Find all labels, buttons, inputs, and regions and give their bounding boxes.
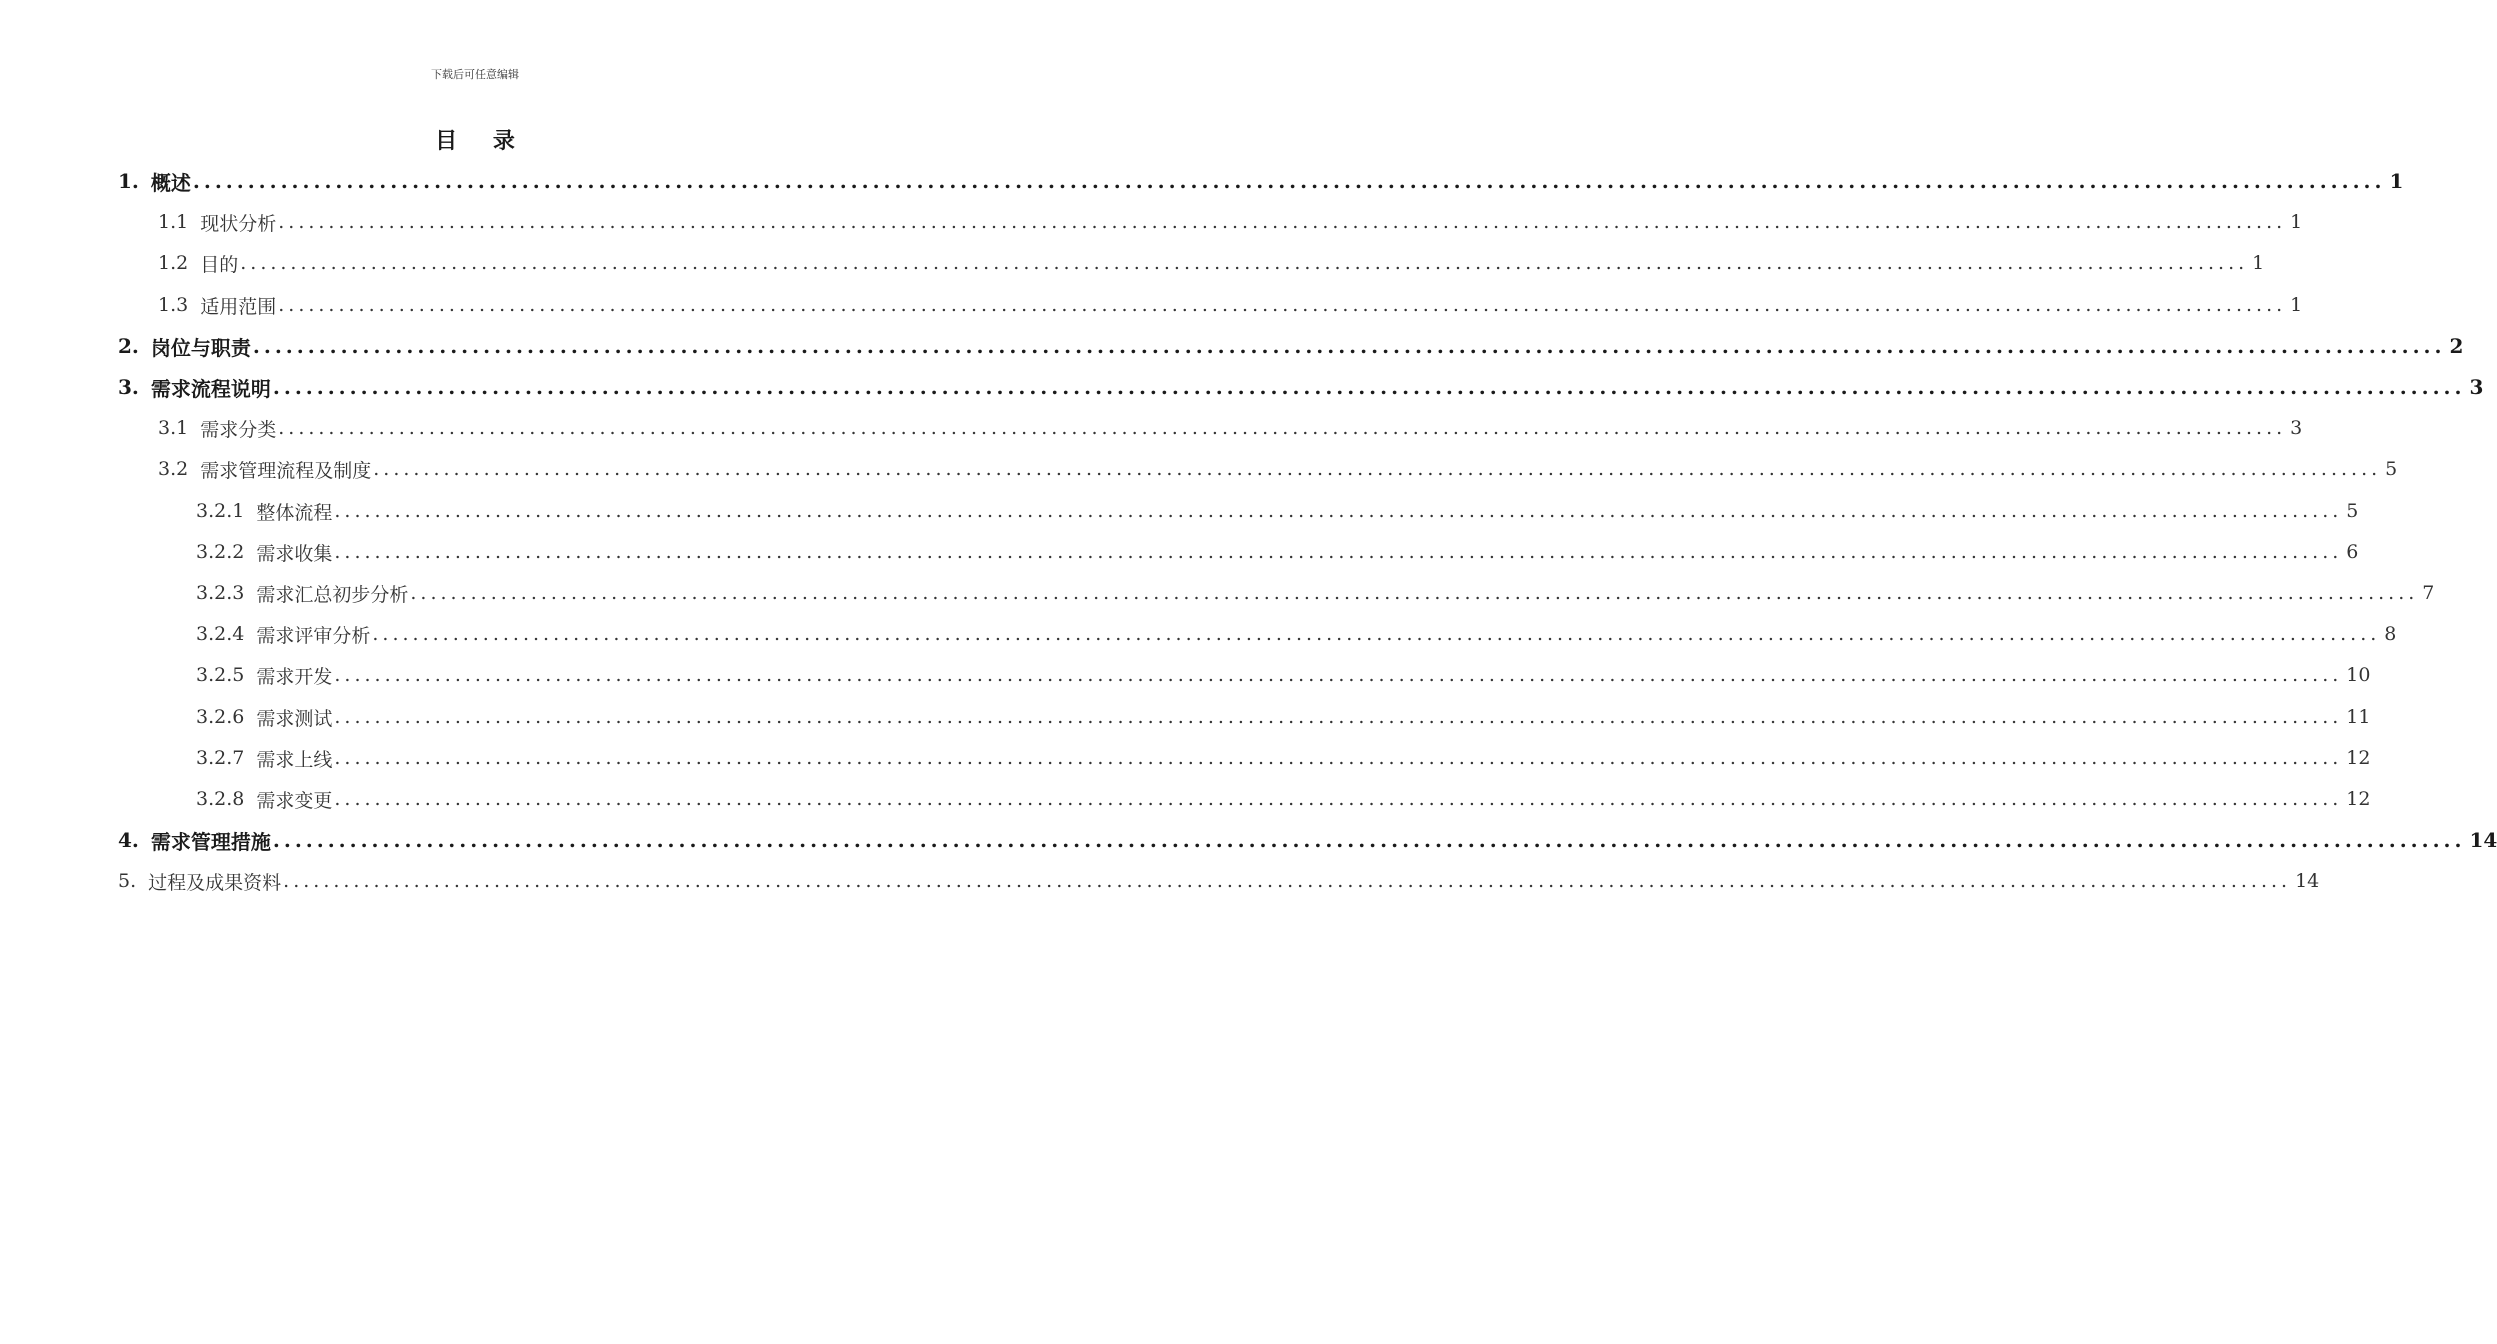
toc-entry[interactable] — [196, 655, 2371, 695]
toc-entry-number: 3. — [118, 375, 139, 399]
toc-entry[interactable] — [196, 697, 2371, 737]
toc-entry-page-number: 5 — [2346, 500, 2359, 522]
toc-entry-label: 岗位与职责 — [150, 335, 251, 360]
toc-entry-number: 3.2.6 — [196, 706, 245, 728]
toc-dot-leader: ........................................................................................................................................................................................................ — [240, 252, 2249, 274]
toc-dot-leader: ........................................................................................................................................................................................................ — [334, 500, 2343, 522]
toc-entry-number: 1. — [118, 169, 139, 193]
toc-entry-page-number: 1 — [2389, 169, 2404, 193]
toc-entry-number: 3.2.1 — [196, 500, 245, 522]
toc-entry[interactable] — [196, 614, 2397, 654]
toc-entry-label: 需求变更 — [256, 789, 333, 812]
toc-entry-page-number: 7 — [2422, 582, 2435, 604]
toc-entry[interactable] — [196, 738, 2371, 778]
toc-entry-label: 需求分类 — [200, 418, 277, 441]
toc-dot-leader: ........................................................................................................................................................................................................ — [410, 582, 2419, 604]
toc-entry-page-number: 11 — [2346, 706, 2371, 728]
toc-entry-label: 需求管理措施 — [150, 829, 271, 854]
toc-entry-label: 需求开发 — [256, 665, 333, 688]
toc-entry-page-number: 12 — [2346, 788, 2371, 810]
toc-entry[interactable] — [158, 202, 2303, 242]
toc-dot-leader: ........................................................................................................................................................................................................ — [192, 169, 2386, 193]
toc-entry-label: 适用范围 — [200, 295, 277, 318]
toc-entry-page-number: 14 — [2469, 828, 2497, 852]
toc-dot-leader: ........................................................................................................................................................................................................ — [272, 375, 2466, 399]
toc-dot-leader: ........................................................................................................................................................................................................ — [373, 458, 2382, 480]
toc-entry-label: 需求流程说明 — [150, 376, 271, 401]
toc-entry[interactable] — [118, 326, 2464, 366]
toc-entry-number: 3.2.3 — [196, 582, 245, 604]
toc-entry-page-number: 5 — [2385, 458, 2398, 480]
toc-entry-number: 4. — [118, 828, 139, 852]
toc-entry-label: 需求评审分析 — [256, 624, 371, 647]
toc-entry-number: 2. — [118, 334, 139, 358]
toc-entry-label: 整体流程 — [256, 501, 333, 524]
toc-entry-page-number: 1 — [2290, 294, 2303, 316]
toc-entry-label: 需求收集 — [256, 542, 333, 565]
toc-dot-leader: ........................................................................................................................................................................................................ — [334, 788, 2343, 810]
toc-entry-page-number: 8 — [2384, 623, 2397, 645]
toc-entry[interactable] — [196, 532, 2359, 572]
page-header-note: 下载后可任意编辑 — [431, 68, 519, 81]
toc-entry-number: 3.2.7 — [196, 747, 245, 769]
toc-entry-label: 概述 — [150, 170, 191, 195]
toc-dot-leader: ........................................................................................................................................................................................................ — [283, 870, 2292, 892]
toc-entry-label: 现状分析 — [200, 212, 277, 235]
toc-dot-leader: ........................................................................................................................................................................................................ — [278, 417, 2287, 439]
toc-dot-leader: ........................................................................................................................................................................................................ — [372, 623, 2381, 645]
toc-entry-number: 3.2.8 — [196, 788, 245, 810]
toc-dot-leader: ........................................................................................................................................................................................................ — [252, 334, 2446, 358]
toc-entry-page-number: 2 — [2449, 334, 2464, 358]
toc-entry-label: 需求管理流程及制度 — [200, 459, 372, 482]
toc-dot-leader: ........................................................................................................................................................................................................ — [334, 706, 2343, 728]
toc-entry-number: 5. — [118, 870, 137, 892]
toc-entry[interactable] — [196, 779, 2371, 819]
toc-dot-leader: ........................................................................................................................................................................................................ — [334, 747, 2343, 769]
toc-entry[interactable] — [158, 449, 2398, 489]
toc-entry-page-number: 12 — [2346, 747, 2371, 769]
toc-dot-leader: ........................................................................................................................................................................................................ — [272, 828, 2466, 852]
toc-entry-page-number: 3 — [2469, 375, 2484, 399]
toc-entry[interactable] — [118, 367, 2484, 407]
toc-entry[interactable] — [158, 285, 2303, 325]
toc-entry-page-number: 1 — [2290, 211, 2303, 233]
toc-title: 目 录 — [435, 128, 529, 154]
toc-entry-label: 需求上线 — [256, 748, 333, 771]
toc-entry-number: 1.2 — [158, 252, 189, 274]
toc-entry[interactable] — [118, 161, 2404, 201]
toc-entry[interactable] — [158, 243, 2265, 283]
toc-entry-page-number: 3 — [2290, 417, 2303, 439]
toc-entry[interactable] — [118, 820, 2497, 860]
toc-entry-label: 目的 — [200, 253, 239, 276]
toc-entry-number: 1.3 — [158, 294, 189, 316]
toc-entry-page-number: 10 — [2346, 664, 2371, 686]
toc-entry-label: 过程及成果资料 — [148, 871, 282, 894]
toc-entry[interactable] — [118, 861, 2320, 901]
toc-entry-number: 3.2.5 — [196, 664, 245, 686]
toc-entry-label: 需求汇总初步分析 — [256, 583, 409, 606]
toc-entry-number: 3.2.2 — [196, 541, 245, 563]
toc-entry-number: 3.2 — [158, 458, 189, 480]
toc-entry[interactable] — [158, 408, 2303, 448]
toc-entry[interactable] — [196, 491, 2359, 531]
toc-entry-label: 需求测试 — [256, 707, 333, 730]
toc-entry-page-number: 14 — [2295, 870, 2320, 892]
toc-dot-leader: ........................................................................................................................................................................................................ — [278, 211, 2287, 233]
toc-entry-number: 1.1 — [158, 211, 189, 233]
toc-entry-number: 3.1 — [158, 417, 189, 439]
toc-dot-leader: ........................................................................................................................................................................................................ — [334, 664, 2343, 686]
toc-dot-leader: ........................................................................................................................................................................................................ — [278, 294, 2287, 316]
toc-dot-leader: ........................................................................................................................................................................................................ — [334, 541, 2343, 563]
toc-entry-number: 3.2.4 — [196, 623, 245, 645]
toc-entry[interactable] — [196, 573, 2435, 613]
toc-entry-page-number: 6 — [2346, 541, 2359, 563]
toc-entry-page-number: 1 — [2252, 252, 2265, 274]
